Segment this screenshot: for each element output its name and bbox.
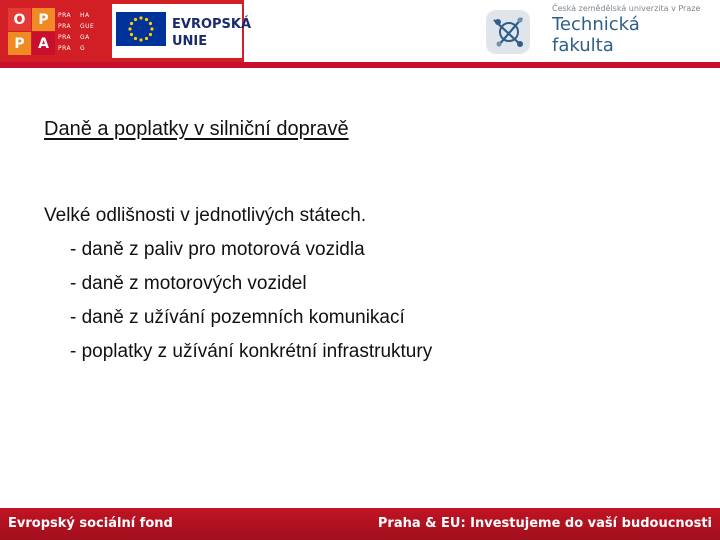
praha-grid-text: G [80,45,86,52]
eu-text-line2: UNIE [172,34,208,49]
praha-grid-text: PRA [58,45,72,52]
faculty-logo [472,0,720,62]
list-item: - daně z paliv pro motorová vozidla [70,239,365,260]
faculty-title-line2: fakulta [552,35,614,56]
slide-header [0,0,720,68]
list-item: - daně z motorových vozidel [70,273,307,294]
praha-logo [58,10,102,54]
eu-title [172,16,251,50]
list-item: - daně z užívání pozemních komunikací [70,307,405,328]
praha-grid-text: PRA [58,12,72,19]
technical-faculty-logo-icon [484,6,534,58]
oppa-letter: A [32,32,55,55]
oppa-letter: O [8,8,31,31]
eu-logo [112,4,252,58]
oppa-letter: P [8,32,31,55]
list-item: - poplatky z užívání konkrétní infrastruktury [70,341,433,362]
slide-title: Daně a poplatky v silniční dopravě [44,118,349,140]
praha-grid-text: GA [80,34,90,41]
university-name: Česká zemědělská univerzita v Praze [552,4,701,13]
praha-grid-text: GUE [80,23,95,30]
oppa-logo-icon [8,8,56,56]
eu-text-line1: EVROPSKÁ [172,17,252,32]
footer-right-text: Praha & EU: Investujeme do vaší budoucnosti [377,516,712,531]
footer-left-text: Evropský sociální fond [8,516,173,531]
slide-footer [0,508,720,540]
intro-text: Velké odlišnosti v jednotlivých státech. [44,205,367,226]
eu-flag-icon [116,12,166,46]
oppa-letter: P [32,8,55,31]
faculty-title-line1: Technická [552,14,640,35]
header-red-stripe [0,62,720,68]
slide-content [44,202,664,372]
praha-grid-text: PRA [58,23,72,30]
praha-grid-text: PRA [58,34,72,41]
praha-grid-text: HA [80,12,90,19]
